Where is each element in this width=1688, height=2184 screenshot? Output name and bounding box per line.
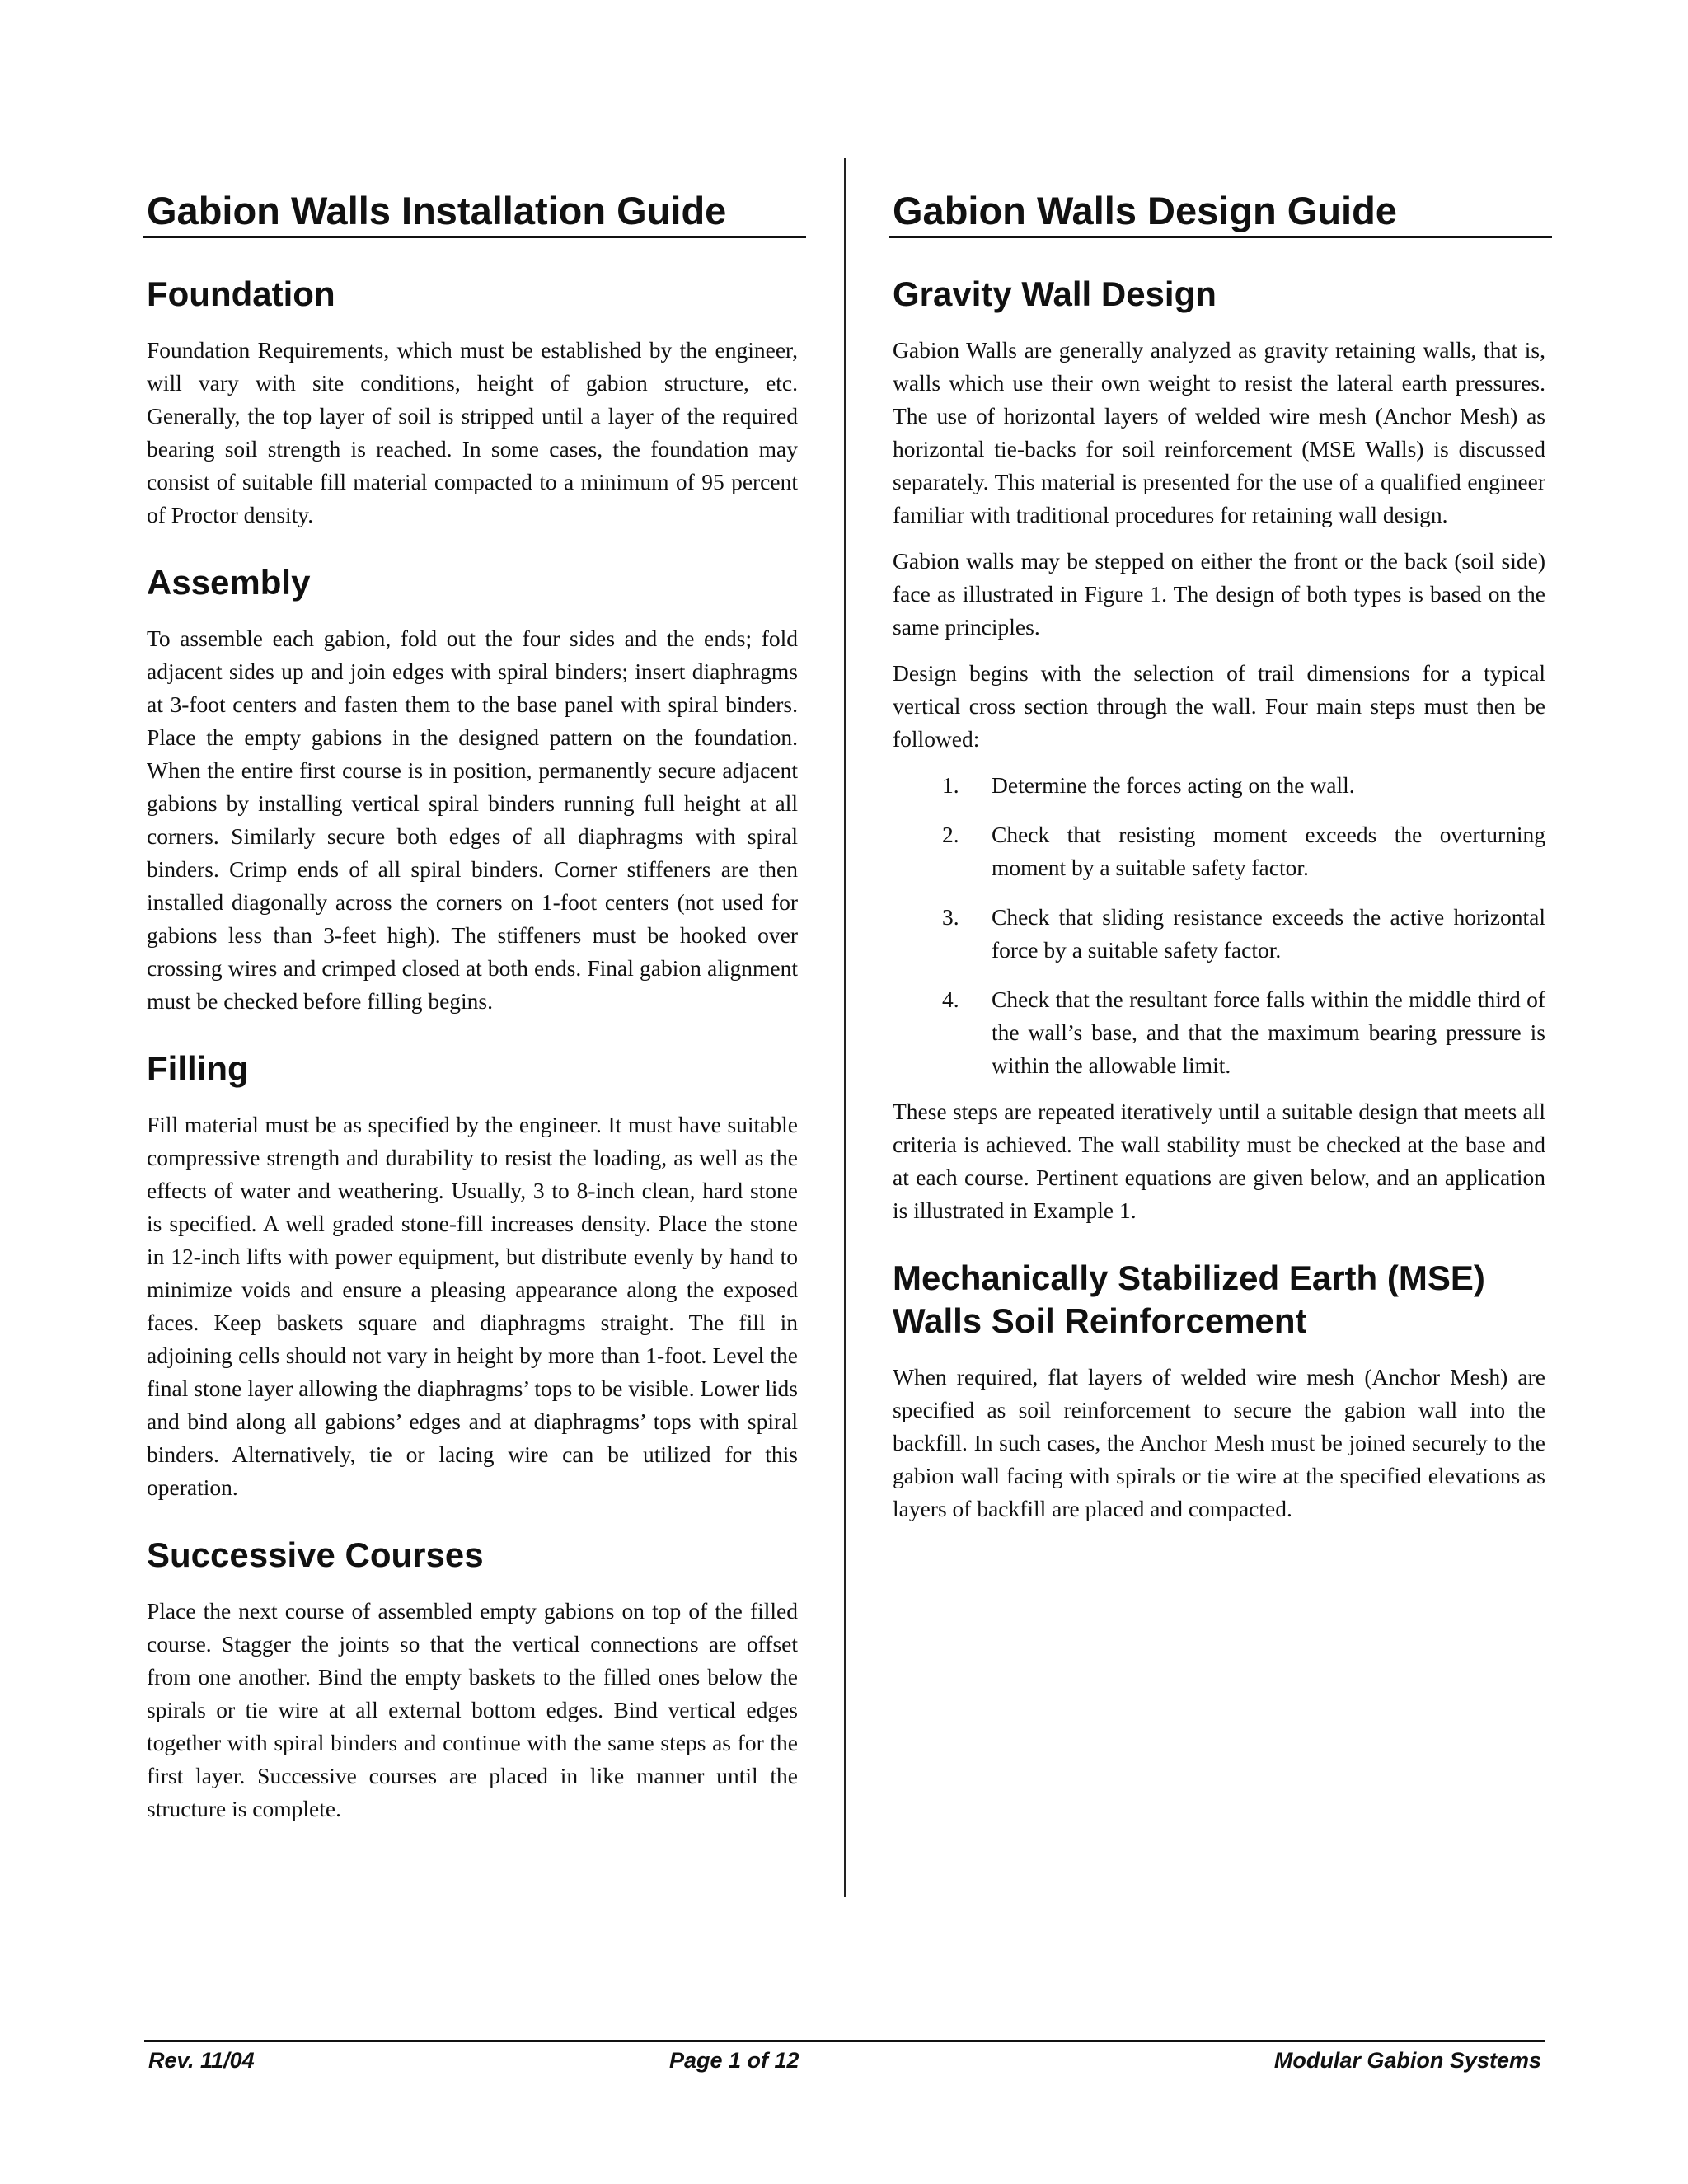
design-guide-title: Gabion Walls Design Guide [889, 188, 1552, 238]
step-text: Check that the resultant force falls within the middle third of the wall’s base, and that the maximum bearing pressure is within the allowable limit. [992, 987, 1545, 1078]
column-divider [844, 158, 846, 1897]
successive-courses-paragraph: Place the next course of assembled empty gabions on top of the filled course. Stagger the joints so that the vertical connections are offset from one another. Bind the empty baskets to the filled ones below the spirals or tie wire at all external bottom edges. Bind vertical edges together with spiral binders and continue with the same steps as for the first layer. Successive courses are placed in like manner until the structure is complete. [147, 1598, 798, 1821]
gravity-paragraph-2: Gabion walls may be stepped on either the front or the back (soil side) face as illustrated in Figure 1. The design of both types is based on the same principles. [893, 548, 1545, 640]
footer-company: Modular Gabion Systems [1273, 2048, 1541, 2073]
filling-heading: Filling [147, 1049, 249, 1088]
step-number: 4. [942, 987, 959, 1012]
foundation-paragraph: Foundation Requirements, which must be established by the engineer, will vary with site conditions, height of gabion structure, etc. Generally, the top layer of soil is stripped until a layer of the required bearing soil strength is reached. In some cases, the foundation may consist of suitable fill material compacted to a minimum of 95 percent of Proctor density. [147, 337, 798, 527]
step-text: Check that sliding resistance exceeds the active horizontal force by a suitable safety factor. [992, 904, 1545, 963]
right-column [893, 188, 1545, 1526]
step-number: 1. [942, 772, 959, 798]
mse-walls-heading: Mechanically Stabilized Earth (MSE) Walls Soil Reinforcement [893, 1258, 1485, 1340]
filling-paragraph: Fill material must be as specified by the engineer. It must have suitable compressive strength and durability to resist the loading, as well as the effects of water and weathering. Usually, 3 to 8-inch clean, hard stone is specified. A well graded stone-fill increases density. Place the stone in 12-inch lifts with power equipment, but distribute evenly by hand to minimize voids and ensure a pleasing appearance along the exposed faces. Keep baskets square and diaphragms straight. The fill in adjoining cells should not vary in height by more than 1-foot. Level the final stone layer allowing the diaphragms’ tops to be visible. Lower lids and bind along all gabions’ edges and at diaphragms’ tops with spiral binders. Alternatively, tie or lacing wire can be utilized for this operation. [147, 1112, 798, 1500]
gravity-paragraph-4: These steps are repeated iteratively until a suitable design that meets all criteria is achieved. The wall stability must be checked at the base and at each course. Pertinent equations are given below, and an application is illustrated in Example 1. [893, 1099, 1545, 1223]
design-step [893, 769, 1545, 802]
design-step [893, 983, 1545, 1082]
assembly-heading: Assembly [147, 563, 311, 602]
assembly-paragraph: To assemble each gabion, fold out the four sides and the ends; fold adjacent sides up and join edges with spiral binders; insert diaphragms at 3-foot centers and fasten them to the base panel with spiral binders. Place the empty gabions in the designed pattern on the foundation. When the entire first course is in position, permanently secure adjacent gabions by installing vertical spiral binders running full height at all corners. Similarly secure both edges of all diaphragms with spiral binders. Crimp ends of all spiral binders. Corner stiffeners are then installed diagonally across the corners on 1-foot centers (not used for gabions less than 3-feet high). The stiffeners must be hooked over crossing wires and crimped closed at both ends. Final gabion alignment must be checked before filling begins. [147, 626, 798, 1014]
step-text: Check that resisting moment exceeds the overturning moment by a suitable safety factor. [992, 822, 1545, 880]
footer-revision: Rev. 11/04 [148, 2048, 255, 2073]
gravity-paragraph-3: Design begins with the selection of trail dimensions for a typical vertical cross section through the wall. Four main steps must then be followed: [893, 660, 1545, 752]
design-step [893, 901, 1545, 967]
gravity-wall-design-heading: Gravity Wall Design [893, 274, 1217, 313]
footer-rule [144, 2040, 1545, 2042]
step-text: Determine the forces acting on the wall. [992, 772, 1355, 798]
installation-guide-title: Gabion Walls Installation Guide [143, 188, 806, 238]
mse-paragraph: When required, flat layers of welded wire mesh (Anchor Mesh) are specified as soil reinforcement to secure the gabion wall into the backfill. In such cases, the Anchor Mesh must be joined securely to the gabion wall facing with spirals or tie wire at the specified elevations as layers of backfill are placed and compacted. [893, 1364, 1545, 1521]
footer-page-number: Page 1 of 12 [669, 2048, 799, 2073]
step-number: 3. [942, 904, 959, 930]
step-number: 2. [942, 822, 959, 847]
design-steps-list [893, 769, 1545, 1082]
design-step [893, 818, 1545, 884]
left-column [147, 188, 798, 1825]
gravity-paragraph-1: Gabion Walls are generally analyzed as gravity retaining walls, that is, walls which use their own weight to resist the lateral earth pressures. The use of horizontal layers of welded wire mesh (Anchor Mesh) as horizontal tie-backs for soil reinforcement (MSE Walls) is discussed separately. This material is presented for the use of a qualified engineer familiar with traditional procedures for retaining wall design. [893, 337, 1545, 527]
successive-courses-heading: Successive Courses [147, 1535, 484, 1574]
foundation-heading: Foundation [147, 274, 335, 313]
